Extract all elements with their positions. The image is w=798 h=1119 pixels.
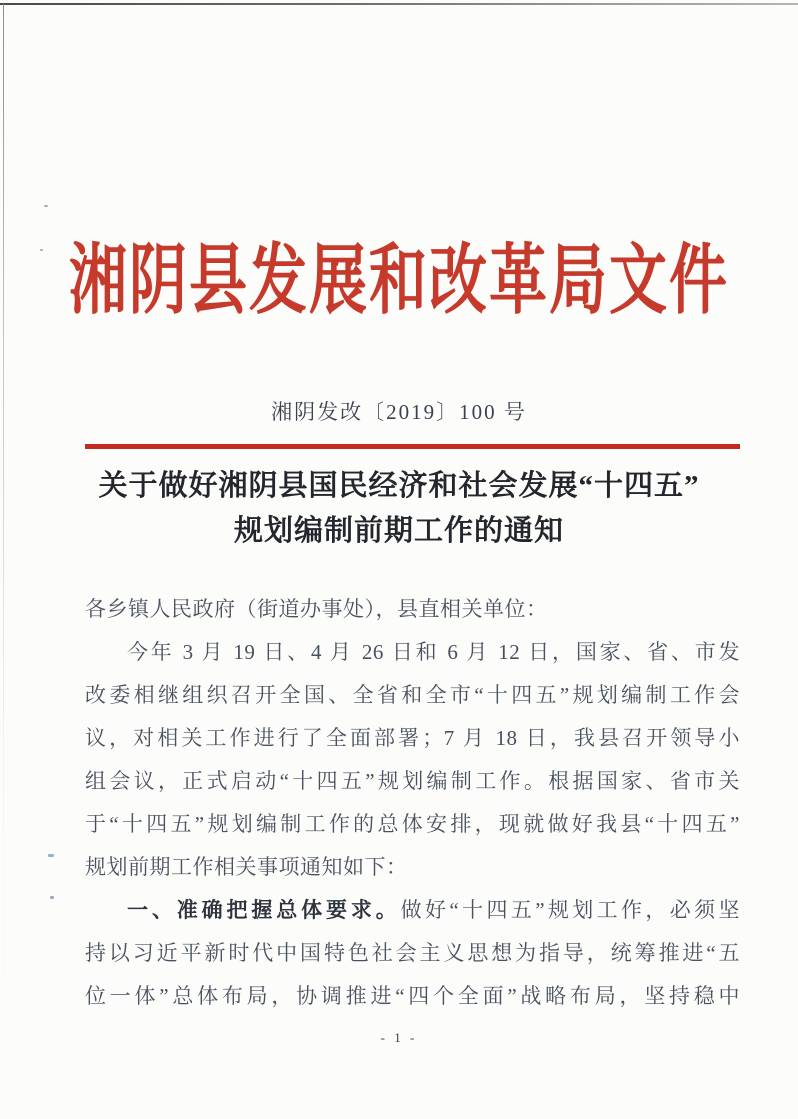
scan-edge-left — [3, 4, 4, 1054]
document-title — [60, 464, 738, 554]
body-line: 今年 3 月 19 日、4 月 26 日和 6 月 12 日，国家、省、市发 — [127, 640, 740, 664]
section-heading-bold: 一、准确把握总体要求。 — [127, 899, 401, 922]
scan-speck — [50, 896, 54, 899]
body-line: 改委相继组织召开全国、全省和全市“十四五”规划编制工作会 — [85, 683, 740, 707]
page-number: - 1 - — [380, 1030, 418, 1045]
body-line: 规划前期工作相关事项通知如下： — [85, 855, 408, 879]
document-title-line1: 关于做好湘阴县国民经济和社会发展“十四五” — [98, 470, 700, 502]
section-heading-rest: 做好“十四五”规划工作，必须坚 — [400, 898, 741, 922]
document-title-line2: 规划编制前期工作的通知 — [233, 515, 564, 547]
red-separator-rule — [85, 444, 740, 449]
salutation: 各乡镇人民政府（街道办事处），县直相关单位： — [85, 597, 548, 621]
scan-speck — [44, 205, 48, 207]
doc-number: 湘阴发改〔2019〕100 号 — [271, 400, 527, 424]
body-line-section-heading — [85, 889, 740, 932]
body-line: 组会议，正式启动“十四五”规划编制工作。根据国家、省市关 — [85, 769, 740, 793]
document-body — [85, 588, 740, 1018]
scan-edge-top — [0, 3, 798, 5]
body-line: 持以习近平新时代中国特色社会主义思想为指导，统筹推进“五 — [85, 941, 740, 965]
body-line: 于“十四五”规划编制工作的总体安排，现就做好我县“十四五” — [85, 812, 740, 836]
body-line: 议，对相关工作进行了全面部署；7 月 18 日，我县召开领导小 — [85, 726, 740, 750]
body-line: 位一体”总体布局，协调推进“四个全面”战略布局，坚持稳中 — [85, 984, 740, 1008]
scan-speck — [48, 854, 54, 857]
agency-red-header: 湘阴县发展和改革局文件 — [68, 237, 729, 324]
